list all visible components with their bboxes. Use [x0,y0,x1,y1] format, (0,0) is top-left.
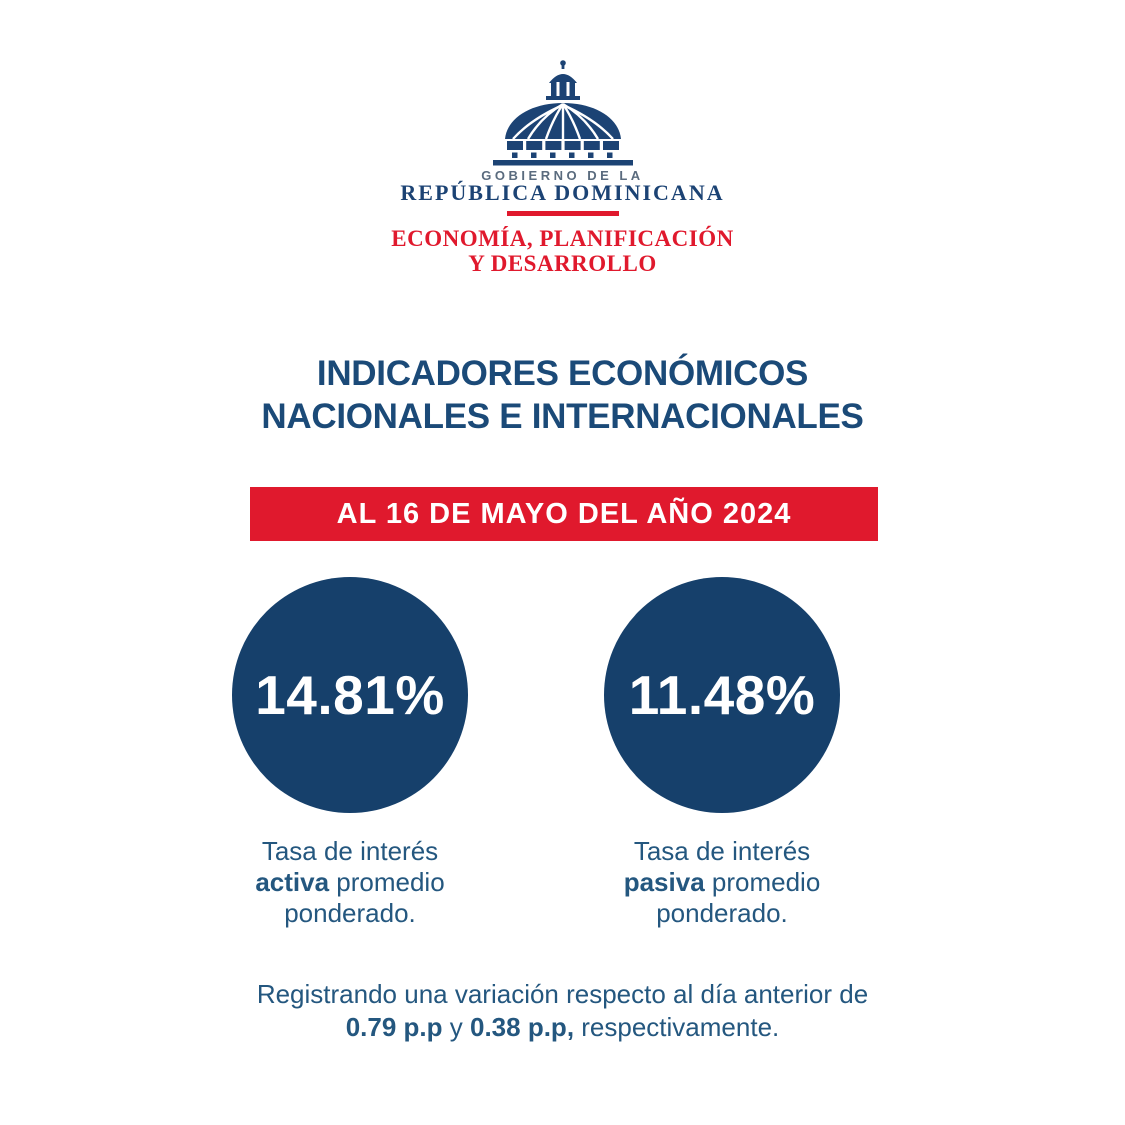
ministry-line-1: ECONOMÍA, PLANIFICACIÓN [391,226,734,251]
variation-footnote-line-2 [0,1011,1125,1044]
page-title-line-2: NACIONALES E INTERNACIONALES [261,397,864,436]
country-name: REPÚBLICA DOMINICANA [400,180,725,205]
active-rate-caption [200,836,500,929]
variation-value-active: 0.79 p.p [345,1012,443,1042]
active-rate-caption-line-1: Tasa de interés [261,836,439,866]
variation-value-passive: 0.38 p.p, [470,1012,575,1042]
passive-rate-caption-line-2 [572,867,872,898]
variation-connector: y [442,1012,470,1042]
ministry-line-2: Y DESARROLLO [468,251,657,276]
passive-rate-value: 11.48% [628,664,816,726]
variation-footnote-end: respectivamente. [574,1012,780,1042]
passive-rate-caption-line-3: ponderado. [656,898,788,928]
red-divider [507,211,619,216]
variation-footnote-line-1: Registrando una variación respecto al día anterior de [256,979,869,1009]
passive-rate-caption-bold: pasiva [623,867,705,897]
passive-rate-caption-after: promedio [704,867,821,897]
national-palace-dome-icon [483,59,643,167]
active-rate-value: 14.81% [255,664,445,726]
passive-rate-circle [604,577,840,813]
date-banner-label: AL 16 DE MAYO DEL AÑO 2024 [336,497,792,530]
date-banner [250,487,878,541]
variation-footnote [0,978,1125,1044]
ministry-name [0,226,1125,276]
active-rate-caption-after: promedio [329,867,445,897]
page-title [0,352,1125,438]
page-title-line-1: INDICADORES ECONÓMICOS [316,354,809,393]
government-label: GOBIERNO DE LA [481,168,644,183]
active-rate-circle [232,577,468,813]
active-rate-caption-bold: activa [255,867,330,897]
passive-rate-caption-line-1: Tasa de interés [633,836,811,866]
active-rate-caption-line-2 [200,867,500,898]
passive-rate-caption [572,836,872,929]
active-rate-caption-line-3: ponderado. [284,898,416,928]
